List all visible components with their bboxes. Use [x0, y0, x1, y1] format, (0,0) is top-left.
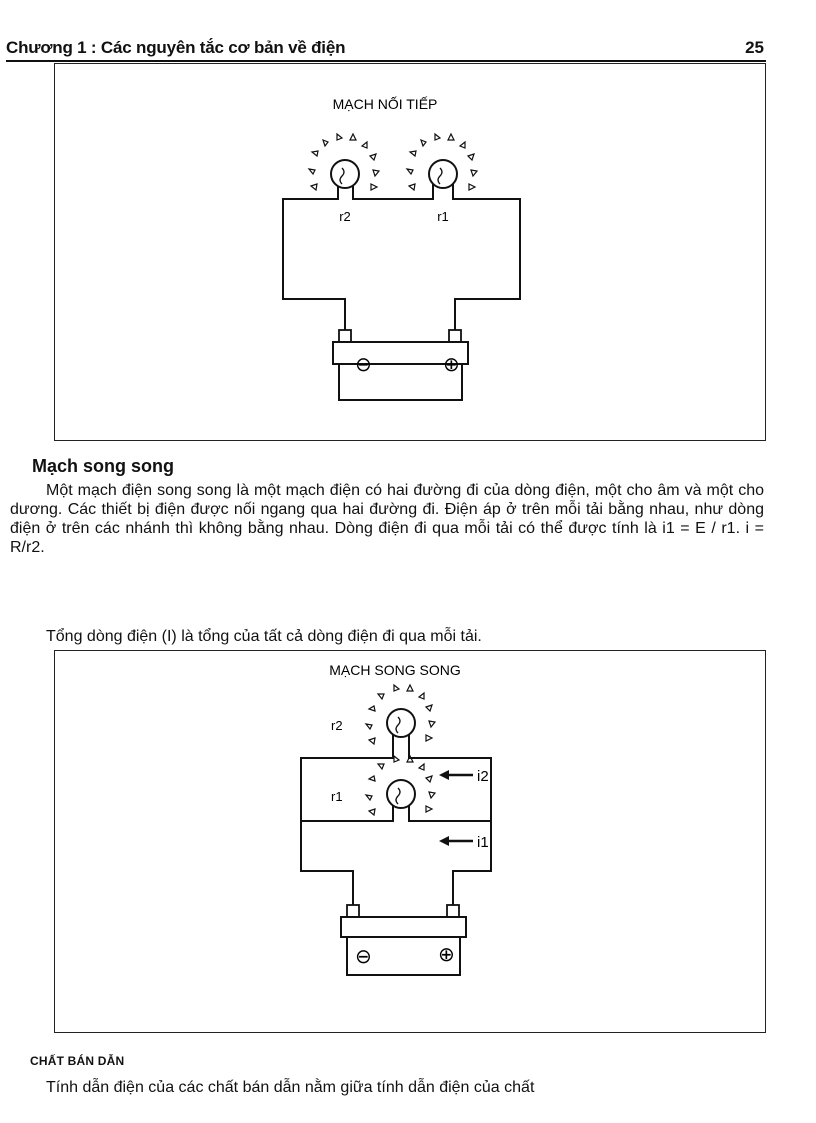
bulb-icon [331, 160, 359, 188]
parallel-circuit-diagram [55, 651, 767, 1034]
page-header [6, 38, 766, 62]
battery-negative-icon: ⊖ [355, 944, 372, 968]
parallel-circuit-figure [54, 650, 766, 1033]
series-figure-title: MẠCH NỐI TIẾP [332, 96, 438, 112]
battery [341, 905, 466, 975]
lamp-r1 [331, 756, 435, 815]
bulb-icon [387, 709, 415, 737]
bulb-icon [387, 780, 415, 808]
page-number: 25 [745, 38, 764, 57]
bulb-icon [429, 160, 457, 188]
battery [333, 330, 468, 400]
chapter-title: Chương 1 : Các nguyên tắc cơ bản về điện [6, 38, 346, 57]
parallel-figure-title: MẠCH SONG SONG [329, 662, 461, 678]
series-circuit-figure [54, 63, 766, 441]
series-circuit-diagram [55, 64, 767, 442]
section-heading-semiconductor: CHẤT BÁN DẪN [30, 1054, 125, 1068]
paragraph-parallel-definition: Một mạch điện song song là một mạch điện có hai đường đi của dòng điện, một cho âm và một cho dương. Các thiết bị điện được nối ngang qua hai đường đi. Điện áp ở trên mỗi tải bằng nhau, như dòng điện ở trên các nhánh thì không bằng nhau. Dòng điện đi qua mỗi tải có thể được tính là i1 = E / r1. i = R/r2. [10, 482, 764, 556]
current-arrow-i1 [439, 834, 489, 851]
lamp-r2 [331, 685, 435, 744]
series-wires [283, 179, 520, 334]
lamp-r2-label: r2 [339, 209, 351, 224]
lamp-r2 [309, 134, 379, 224]
paragraph-semiconductor: Tính dẫn điện của các chất bán dẫn nằm giữa tính dẫn điện của chất [46, 1079, 535, 1096]
battery-positive-icon: ⊕ [438, 942, 455, 966]
header-rule [6, 60, 766, 62]
current-i1-label: i1 [477, 834, 489, 851]
section-heading-parallel: Mạch song song [32, 456, 175, 476]
lamp-r2-label: r2 [331, 718, 343, 733]
battery-negative-icon: ⊖ [355, 352, 372, 376]
current-i2-label: i2 [477, 768, 489, 785]
parallel-wires [301, 733, 491, 909]
paragraph-total-current: Tổng dòng điện (I) là tổng của tất cả dòng điện đi qua mỗi tải. [46, 628, 482, 645]
lamp-r1 [407, 134, 477, 224]
battery-positive-icon: ⊕ [443, 352, 460, 376]
current-arrow-i2 [439, 768, 489, 785]
lamp-r1-label: r1 [331, 789, 343, 804]
lamp-r1-label: r1 [437, 209, 449, 224]
